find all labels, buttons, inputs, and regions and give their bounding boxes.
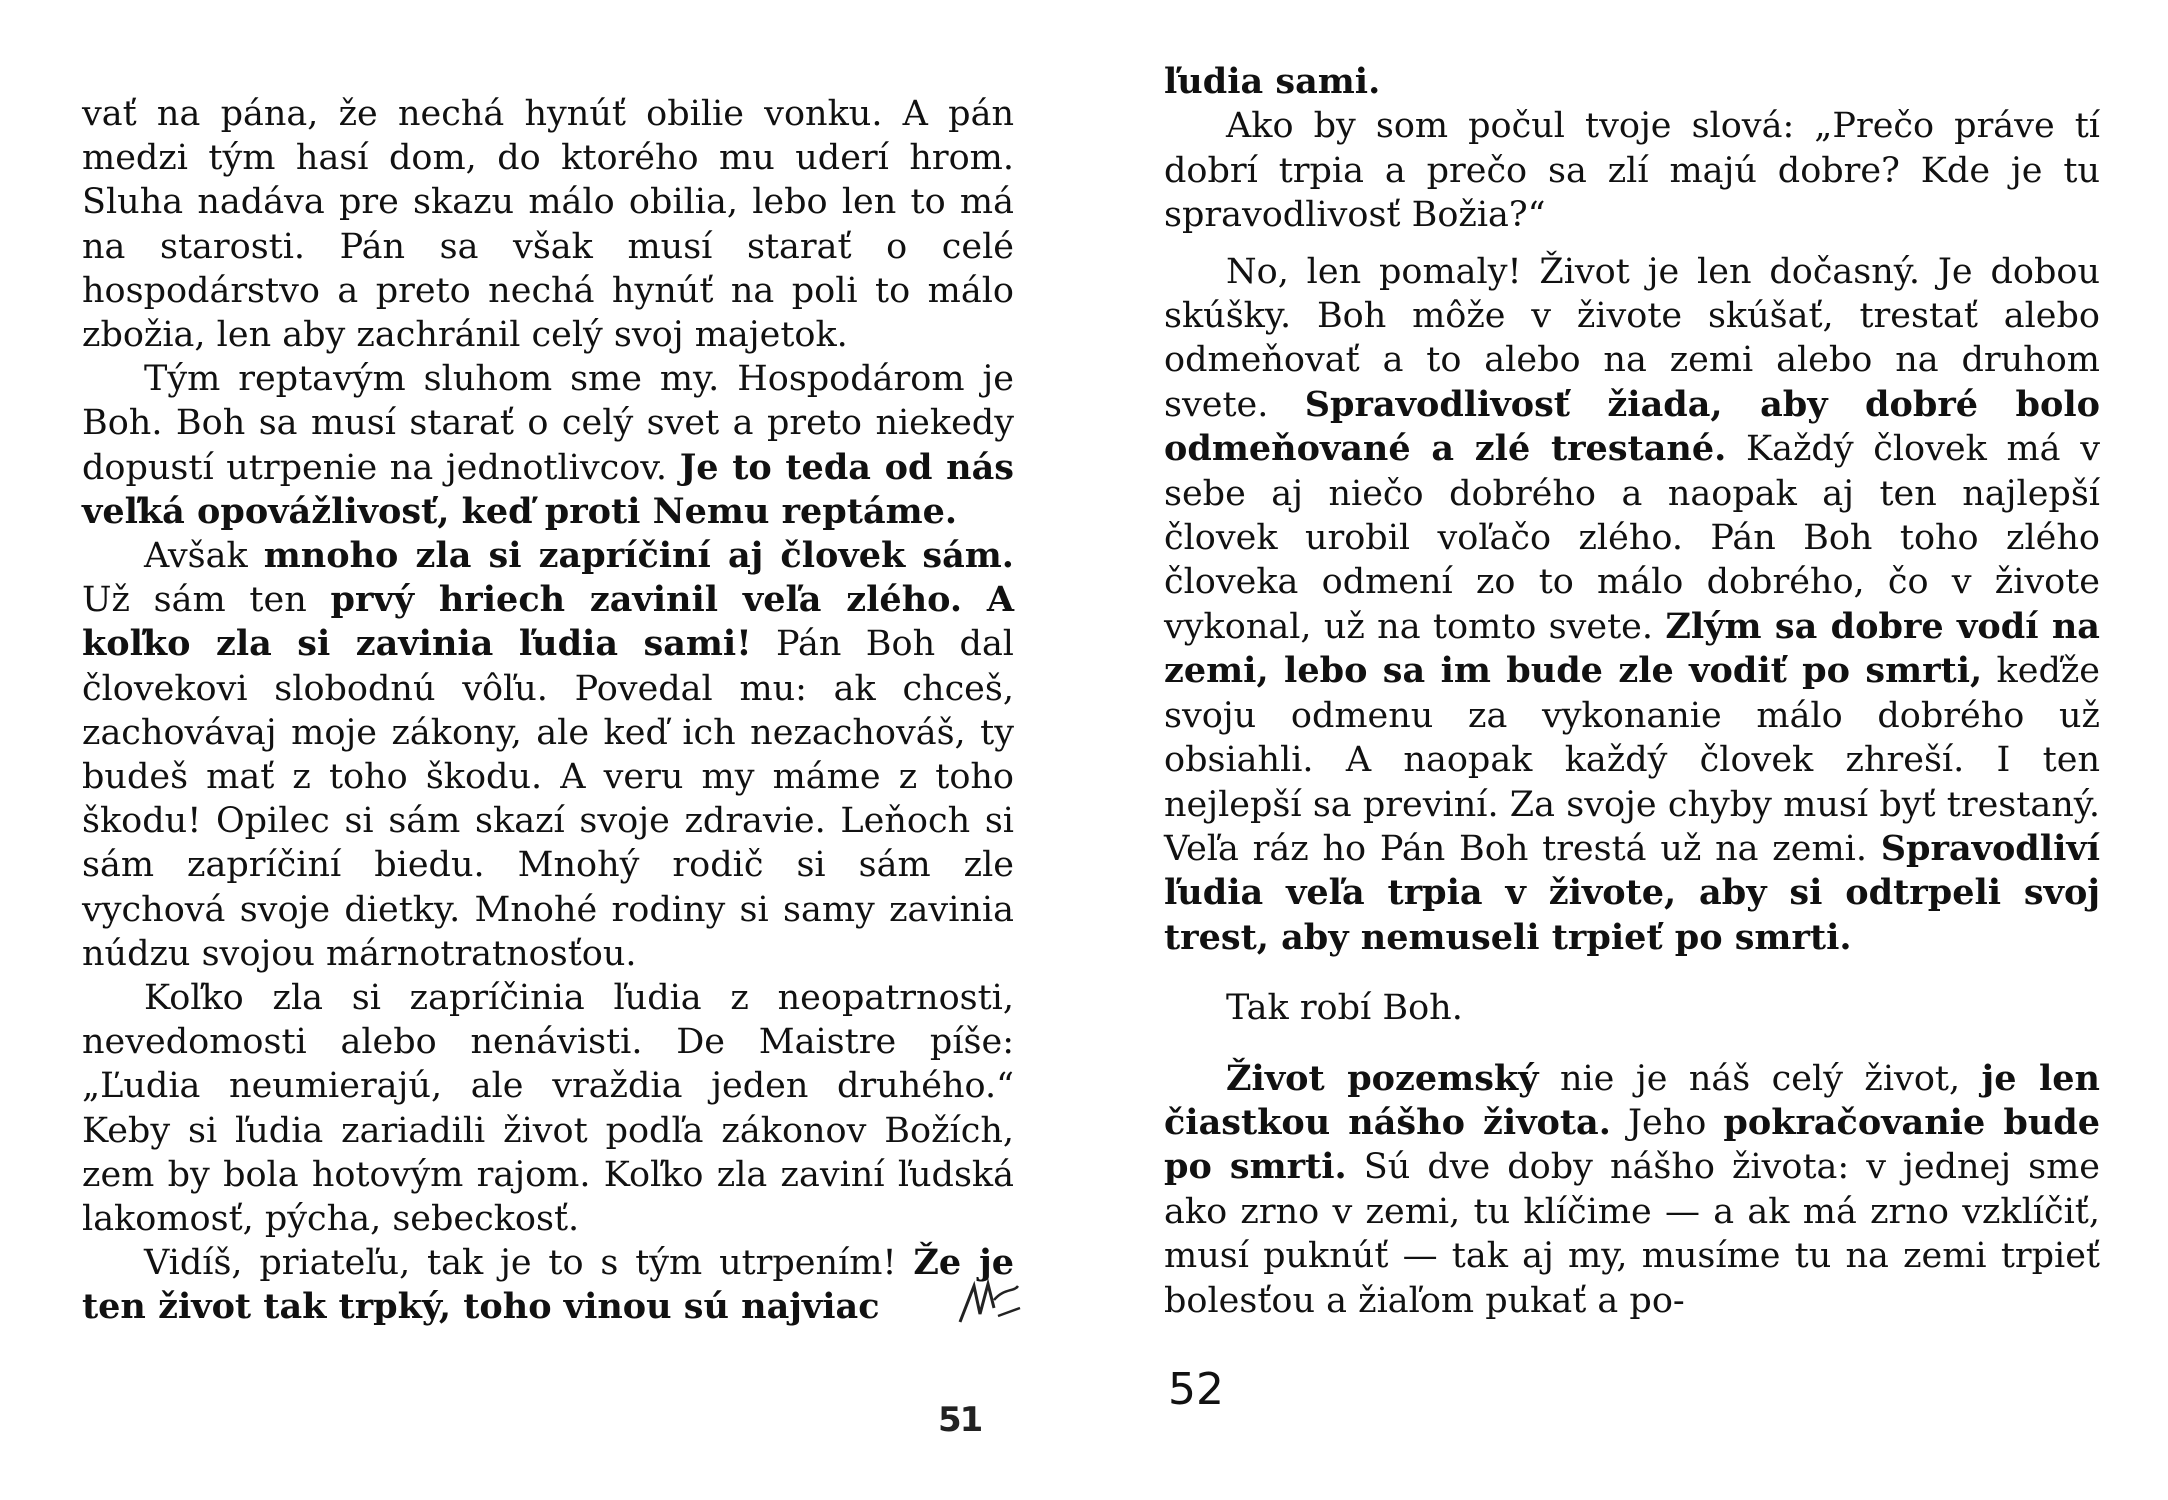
- text-run: Tým reptavým sluhom sme my. Hospodárom je Boh. Boh sa musí starať o celý svet a preto niekedy dopustí utrpenie na jednotlivcov.: [82, 359, 1014, 488]
- paragraph: [82, 1241, 1014, 1329]
- bold-text-run: Že je ten život tak trpký, toho vinou sú najviac: [82, 1242, 1015, 1328]
- bold-text-run: pokračovanie bude po smrti.: [1164, 1101, 2101, 1188]
- left-page-text: [82, 92, 1014, 1330]
- bold-text-run: Je to teda od nás veľká opovážlivosť, keď proti Nemu reptáme.: [82, 446, 1014, 532]
- text-run: Koľko zla si zapríčinia ľudia z neopatrnosti, nevedomosti alebo nenávisti. De Maistre píše: „Ľudia neumierajú, ale vraždia jeden druhého.“ Keby si ľudia zariadili život podľa zákonov Božích, zem by bola hotovým rajom. Koľko zla zaviní ľudská lakomosť, pýcha, sebeckosť.: [82, 978, 1014, 1240]
- right-page: [1084, 0, 2168, 1500]
- paragraph: [82, 534, 1014, 976]
- text-run: Pán Boh dal človekovi slobodnú vôľu. Povedal mu: ak chceš, zachovávaj moje zákony, ale keď ich nezachováš, ty budeš mať z toho škodu. A veru my máme z toho škodu! Opilec si sám skazí svoje zdravie. Leňoch si sám zapríčiní biedu. Mnohý rodič si sám zle vychová svoje dietky. Mnohé rodiny si samy zavinia núdzu svojou márnotratnosťou.: [82, 624, 1015, 974]
- text-run: Už sám ten: [82, 580, 331, 621]
- text-run: Avšak: [144, 536, 264, 577]
- page-number: 52: [1168, 1364, 1224, 1415]
- bold-text-run: mnoho zla si zapríčiní aj človek sám.: [263, 535, 1014, 577]
- text-run: vať na pána, že nechá hynúť obilie vonku. A pán medzi tým hasí dom, do ktorého mu uderí hrom. Sluha nadáva pre skazu málo obilia, lebo len to má na starosti. Pán sa však musí starať o celé hospodárstvo a preto nechá hynúť na poli to málo zbožia, len aby zachránil celý svoj majetok.: [82, 94, 1014, 356]
- paragraph: [1164, 60, 2100, 104]
- paragraph: [1164, 250, 2100, 961]
- handwritten-annotation: [954, 1278, 1024, 1338]
- bold-text-run: Život pozemský: [1226, 1057, 1539, 1099]
- text-run: nie je náš celý život,: [1538, 1058, 1982, 1099]
- text-run: Každý človek má v sebe aj niečo dobrého a naopak aj ten najlepší človek urobil voľačo zlého. Pán Boh toho zlého človeka odmení zo to málo dobrého, čo v živote vykonal, už na tomto svete.: [1164, 429, 2100, 647]
- paragraph: [82, 357, 1014, 534]
- bold-text-run: Spravodlivosť žiada, aby dobré bolo odmeňované a zlé trestané.: [1164, 383, 2100, 470]
- bold-text-run: Spravodliví ľudia veľa trpia v živote, aby si odtrpeli svoj trest, aby nemuseli trpieť po smrti.: [1164, 827, 2100, 958]
- text-run: Sú dve doby nášho života: v jednej sme ako zrno v zemi, tu klíčime — a ak má zrno vzklíčiť, musí puknúť — tak aj my, musíme tu na zemi trpieť bolesťou a žiaľom pukať a po-: [1164, 1147, 2100, 1321]
- bold-text-run: prvý hriech zavinil veľa zlého. A koľko zla si zavinia ľudia sami!: [82, 579, 1015, 665]
- right-page-text: [1164, 60, 2100, 1323]
- text-run: Tak robí Boh.: [1226, 988, 1463, 1029]
- page-number: 51: [938, 1400, 982, 1440]
- text-run: Ako by som počul tvoje slová: „Prečo práve tí dobrí trpia a prečo sa zlí majú dobre? Kde je tu spravodlivosť Božia?“: [1164, 106, 2100, 236]
- paragraph: [82, 92, 1014, 357]
- text-run: Jeho: [1610, 1102, 1724, 1143]
- bold-text-run: ľudia sami.: [1164, 61, 1381, 102]
- paragraph: [1164, 986, 2100, 1030]
- text-run: keďže svoju odmenu za vykonanie málo dobrého už obsiahli. A naopak každý človek zhreší. I ten nejlepší sa previní. Za svoje chyby musí byť trestaný. Veľa ráz ho Pán Boh trestá už na zemi.: [1164, 651, 2101, 869]
- paragraph: [1164, 104, 2100, 237]
- bold-text-run: je len čiastkou nášho života.: [1164, 1057, 2100, 1143]
- paragraph: [1164, 1057, 2100, 1323]
- text-run: No, len pomaly! Život je len dočasný. Je dobou skúšky. Boh môže v živote skúšať, trestať alebo odmeňovať a to alebo na zemi alebo na druhom svete.: [1164, 251, 2100, 425]
- paragraph: [82, 976, 1014, 1241]
- bold-text-run: Zlým sa dobre vodí na zemi, lebo sa im bude zle vodiť po smrti,: [1164, 605, 2100, 692]
- text-run: Vidíš, priateľu, tak je to s tým utrpením!: [144, 1243, 914, 1284]
